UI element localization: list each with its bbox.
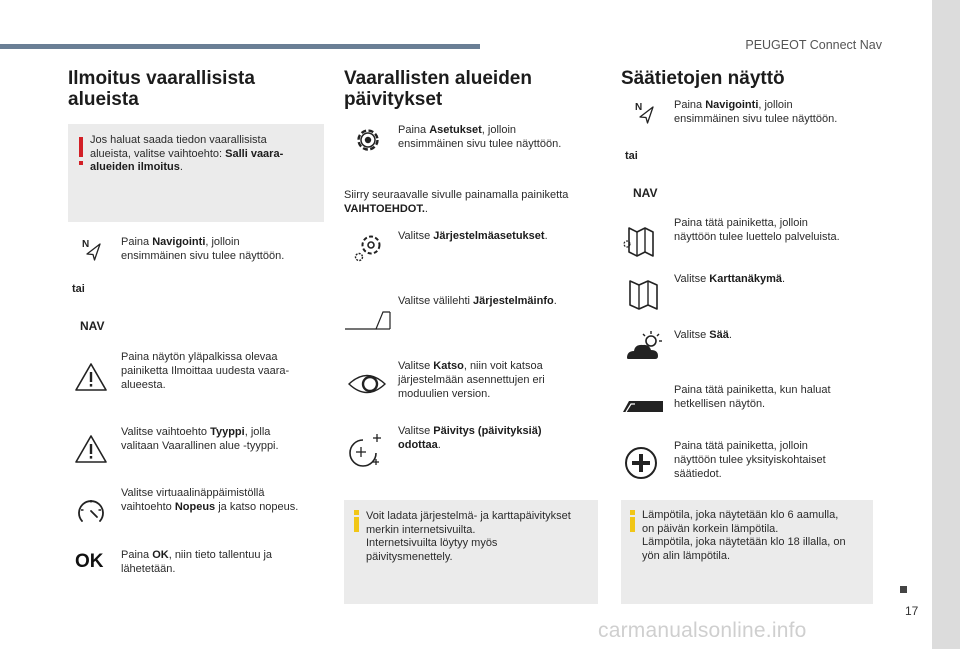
svg-text:N: N <box>635 102 643 113</box>
system-settings-icon <box>353 232 385 264</box>
nav-button-label: NAV <box>633 186 658 200</box>
services-list-icon <box>623 225 663 259</box>
section-weather-display <box>621 68 877 562</box>
add-details-icon <box>623 445 659 481</box>
warning-note <box>68 124 324 222</box>
warning-exclamation-icon <box>79 137 83 157</box>
weather-icon <box>624 330 664 364</box>
instant-display-icon <box>621 398 665 414</box>
info-text: Lämpötila, joka näytetään klo 6 aamulla, on päivän korkein lämpötila. Lämpötila, joka näytetään klo 18 illalla, on yön alin lämpötila. <box>642 509 846 562</box>
title-line: alueista <box>68 89 139 110</box>
running-header: PEUGEOT Connect Nav <box>745 38 882 52</box>
or-label: tai <box>625 150 638 162</box>
info-text: Voit ladata järjestelmä- ja karttapäivitykset merkin internetsivuilta. Internetsivuilta löytyy myös päivitysmenettely. <box>366 510 571 563</box>
section-title: Säätietojen näyttö <box>621 68 785 89</box>
section-danger-zone-updates <box>344 68 600 563</box>
info-icon <box>630 510 635 532</box>
step-pending-updates-text: Valitse Päivitys (päivityksiä) odottaa. <box>398 425 542 451</box>
info-icon <box>354 510 359 532</box>
header-accent-bar <box>0 44 480 49</box>
step-ok-text: Paina OK, niin tieto tallentuu ja lähetetään. <box>121 549 273 575</box>
step-settings-text: Paina Asetukset, jolloin ensimmäinen sivu tulee näyttöön. <box>398 124 562 150</box>
step-view-text: Valitse Katso, niin voit katsoa järjestelmään asennettujen eri moduulien version. <box>398 360 545 400</box>
page-edge-tab <box>932 0 960 649</box>
title-line: päivitykset <box>344 89 443 110</box>
step-speed-text: Valitse virtuaalinäppäimistöllä vaihtoehto Nopeus ja katso nopeus. <box>121 487 299 513</box>
step-navigation-text: Paina Navigointi, jolloin ensimmäinen sivu tulee näyttöön. <box>674 99 838 125</box>
step-instant-display-text: Paina tätä painiketta, kun haluat hetkellisen näytön. <box>674 384 831 410</box>
tab-icon <box>344 308 392 332</box>
ok-button-label: OK <box>75 551 104 572</box>
step-type-text: Valitse vaihtoehto Tyyppi, jolla valitaan Vaarallinen alue -tyyppi. <box>121 426 279 452</box>
warning-triangle-icon <box>74 434 108 464</box>
info-note <box>621 500 873 604</box>
navigation-icon <box>82 238 104 262</box>
speedometer-icon <box>75 495 107 527</box>
or-label: tai <box>72 283 85 295</box>
watermark: carmanualsonline.info <box>598 619 807 642</box>
section-title <box>344 68 600 110</box>
navigation-icon <box>635 101 657 125</box>
svg-text:N: N <box>82 239 90 250</box>
title-line: Ilmoitus vaarallisista <box>68 68 255 89</box>
step-details-text: Paina tätä painiketta, jolloin näyttöön tulee yksityiskohtaiset säätiedot. <box>674 440 826 480</box>
step-report-danger-text: Paina näytön yläpalkissa olevaa painiketta Ilmoittaa uudesta vaara- alueesta. <box>121 351 290 391</box>
section-title <box>68 68 324 110</box>
step-weather-text: Valitse Sää. <box>674 329 732 341</box>
step-services-text: Paina tätä painiketta, jolloin näyttöön tulee luettelo palveluista. <box>674 217 840 243</box>
step-system-info-text: Valitse välilehti Järjestelmäinfo. <box>398 295 557 307</box>
pending-update-icon <box>346 431 386 467</box>
nav-button-label: NAV <box>80 319 105 333</box>
map-view-icon <box>626 277 662 313</box>
step-navigation-text: Paina Navigointi, jolloin ensimmäinen sivu tulee näyttöön. <box>121 236 285 262</box>
step-map-view-text: Valitse Karttanäkymä. <box>674 273 786 285</box>
warning-triangle-icon <box>74 362 108 392</box>
section-danger-zone-notification <box>68 68 324 575</box>
warning-text: Jos haluat saada tiedon vaarallisista alueista, valitse vaihtoehto: Salli vaara- alueiden ilmoitus. <box>90 134 284 173</box>
settings-gear-icon <box>353 125 383 155</box>
info-note <box>344 500 598 604</box>
options-instruction-text: Siirry seuraavalle sivulle painamalla painiketta VAIHTOEHDOT.. <box>344 189 569 215</box>
page-number: 17 <box>905 604 919 618</box>
page-end-mark <box>900 586 907 593</box>
title-line: Vaarallisten alueiden <box>344 68 532 89</box>
step-system-settings-text: Valitse Järjestelmäasetukset. <box>398 230 548 242</box>
view-eye-icon <box>346 370 388 398</box>
